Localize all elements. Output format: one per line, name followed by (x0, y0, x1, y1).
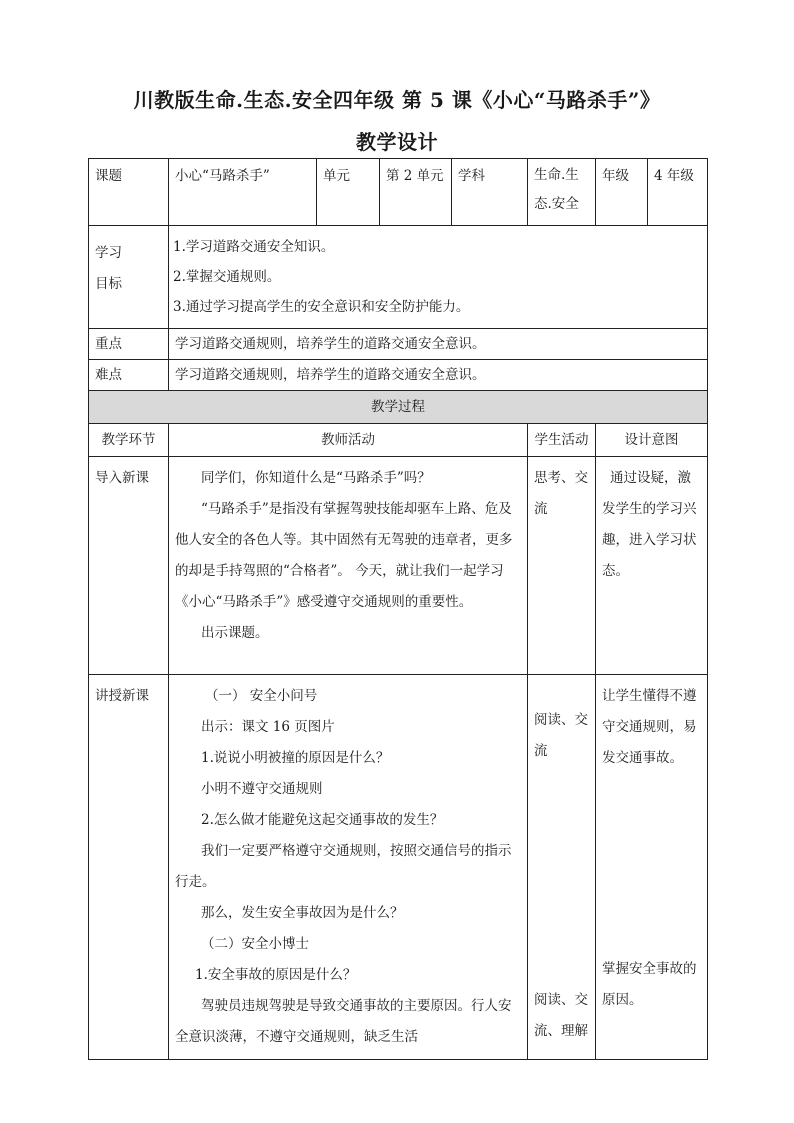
intro-student: 思考、交流 (528, 457, 596, 675)
info-row (89, 159, 708, 226)
teacher-line: （一） 安全小问号 (205, 688, 318, 704)
teacher-line: “马路杀手”是指没有掌握驾驶技能却驱车上路、危及他人安全的各色人等。其中固然有无驾驶的违章者，更多的却是手持驾照的“合格者”。 今天，就让我们一起学习《小心“马路杀手”》感受遵守交通规则的重要性。 (175, 501, 513, 610)
key-point-label: 重点 (89, 329, 169, 360)
new-lesson-intent (596, 675, 708, 1060)
intro-row (89, 457, 708, 675)
student-activity: 阅读、交流、理解 (534, 992, 588, 1039)
objective-item: 1.学习道路交通安全知识。 (173, 239, 335, 255)
subject-label: 学科 (452, 159, 528, 226)
key-point-value: 学习道路交通规则，培养学生的道路交通安全意识。 (169, 329, 708, 360)
column-header: 教学环节 (89, 424, 169, 457)
teacher-line: 出示：课文 16 页图片 (201, 719, 335, 735)
unit-label: 单元 (317, 159, 380, 226)
column-header: 学生活动 (528, 424, 596, 457)
process-header: 教学过程 (89, 391, 708, 424)
teacher-line: 那么，发生安全事故因为是什么？ (201, 905, 404, 921)
grade-label: 年级 (596, 159, 648, 226)
teacher-line: 出示课题。 (201, 625, 269, 641)
teacher-line: 1.安全事故的原因是什么？ (195, 967, 357, 983)
new-lesson-row (89, 675, 708, 1060)
key-point-row (89, 329, 708, 360)
intro-stage: 导入新课 (89, 457, 169, 675)
new-lesson-teacher (169, 675, 528, 1060)
difficulty-value: 学习道路交通规则，培养学生的道路交通安全意识。 (169, 360, 708, 391)
teacher-line: 1.说说小明被撞的原因是什么？ (201, 750, 390, 766)
objectives-list (169, 226, 708, 329)
teacher-line: 2.怎么做才能避免这起交通事故的发生？ (201, 812, 444, 828)
topic-label: 课题 (89, 159, 169, 226)
column-header-row (89, 424, 708, 457)
objectives-label: 学习目标 (89, 226, 169, 329)
new-lesson-stage: 讲授新课 (89, 675, 169, 1060)
column-header: 教师活动 (169, 424, 528, 457)
difficulty-label: 难点 (89, 360, 169, 391)
intro-teacher (169, 457, 528, 675)
design-intent: 让学生懂得不遵守交通规则，易发交通事故。 (602, 688, 697, 766)
new-lesson-student (528, 675, 596, 1060)
process-header-row (89, 391, 708, 424)
document-subtitle: 教学设计 (356, 130, 438, 154)
grade-value: 4 年级 (648, 159, 708, 226)
intro-intent: 通过设疑，激发学生的学习兴趣，进入学习状态。 (596, 457, 708, 675)
lesson-plan-table (88, 158, 708, 1060)
unit-value: 第 2 单元 (380, 159, 452, 226)
objectives-row (89, 226, 708, 329)
teacher-line: 同学们，你知道什么是“马路杀手”吗？ (201, 470, 431, 486)
student-activity: 阅读、交流 (534, 712, 588, 759)
teacher-line: 驾驶员违规驾驶是导致交通事故的主要原因。行人安全意识淡薄，不遵守交通规则，缺乏生活 (175, 998, 512, 1045)
topic-value: 小心“马路杀手” (169, 159, 317, 226)
teacher-line: 小明不遵守交通规则 (201, 781, 323, 797)
document-title: 川教版生命.生态.安全四年级 第 5 课《小心“马路杀手”》 (133, 88, 661, 112)
teacher-line: 我们一定要严格遵守交通规则，按照交通信号的指示行走。 (175, 843, 512, 890)
design-intent: 掌握安全事故的原因。 (602, 961, 697, 1008)
objective-item: 3.通过学习提高学生的安全意识和安全防护能力。 (173, 299, 470, 315)
objective-item: 2.掌握交通规则。 (173, 269, 281, 285)
difficulty-row (89, 360, 708, 391)
teacher-line: （二）安全小博士 (201, 936, 309, 952)
column-header: 设计意图 (596, 424, 708, 457)
subject-value: 生命.生态.安全 (528, 159, 596, 226)
